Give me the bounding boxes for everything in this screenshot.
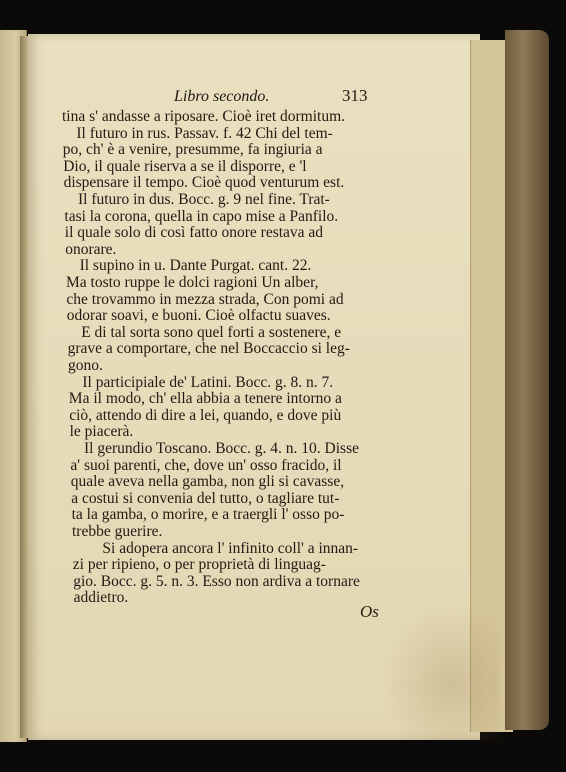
- text-line: Ma tosto ruppe le dolci ragioni Un alber,: [66, 274, 319, 291]
- text-line: Il supino in u. Dante Purgat. cant. 22.: [79, 257, 312, 275]
- text-line: le piacerà.: [69, 423, 134, 441]
- running-title: Libro secondo.: [174, 88, 270, 105]
- text-line: che trovammo in mezza strada, Con pomi ad: [66, 290, 344, 308]
- text-line: grave a comportare, che nel Boccaccio si leg-: [67, 340, 350, 358]
- text-line: Dio, il quale riserva a se il disporre, e 'l: [63, 157, 307, 175]
- page-number: 313: [342, 86, 368, 105]
- text-line: dispensare il tempo. Cioè quod venturum est.: [63, 174, 345, 192]
- text-line: il quale solo di così fatto onore restava ad: [64, 224, 324, 242]
- text-line: quale aveva nella gamba, non gli si cavasse,: [70, 473, 345, 491]
- text-line: Il gerundio Toscano. Bocc. g. 4. n. 10. Disse: [84, 440, 360, 457]
- text-line: zi per ripieno, o per proprietà di linguag-: [72, 556, 326, 574]
- text-line: tasi la corona, quella in capo mise a Panfilo.: [64, 207, 339, 225]
- text-line: Il futuro in rus. Passav. f. 42 Chi del tem-: [76, 124, 333, 142]
- text-line: onorare.: [65, 240, 117, 258]
- text-line: addietro.: [73, 589, 129, 607]
- catchword: Os: [360, 602, 379, 621]
- text-line: gio. Bocc. g. 5. n. 3. Esso non ardiva a tornare: [73, 572, 360, 590]
- text-line: odorar soavi, e buoni. Cioè olfactu suaves.: [66, 307, 331, 325]
- text-line: po, ch' è a venire, presumme, fa ingiuria a: [62, 141, 323, 159]
- text-line: E di tal sorta sono quel forti a sostenere, e: [81, 323, 342, 341]
- text-line: Ma il modo, ch' ella abbia a tenere intorno a: [68, 390, 342, 408]
- text-line: ta la gamba, o morire, e a traergli l' osso po-: [71, 506, 345, 524]
- text-line: a costui si convenia del tutto, o tagliare tut-: [71, 489, 340, 507]
- text-line: a' suoi parenti, che, dove un' osso fracido, il: [70, 456, 342, 474]
- text-line: Il participiale de' Latini. Bocc. g. 8. n. 7.: [82, 373, 334, 391]
- book-cover-edge: [505, 30, 549, 730]
- text-line: Il futuro in dus. Bocc. g. 9 nel fine. Trat-: [78, 191, 330, 208]
- text-line: Si adopera ancora l' infinito coll' a innan-: [102, 539, 359, 557]
- text-line: ciò, attendo di dire a lei, quando, e dove più: [69, 406, 342, 424]
- text-line: gono.: [68, 357, 103, 374]
- running-header: [174, 88, 414, 106]
- text-line: tina s' andasse a riposare. Cioè iret dormitum.: [62, 108, 346, 125]
- text-line: trebbe guerire.: [72, 523, 163, 540]
